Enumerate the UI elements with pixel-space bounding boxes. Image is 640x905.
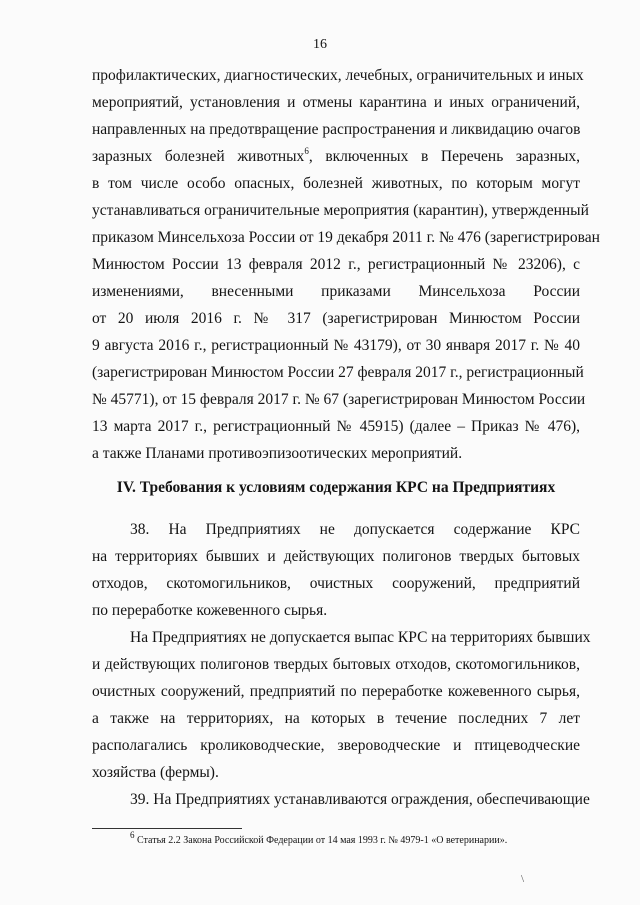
text-line: мероприятий, установления и отмены карантина и иных ограничений, <box>92 94 580 111</box>
text-line: располагались кролиководческие, звероводческие и птицеводческие <box>92 737 580 754</box>
text-line: очистных сооружений, предприятий по переработке кожевенного сырья, <box>92 683 580 700</box>
text-line: профилактических, диагностических, лечебных, ограничительных и иных <box>92 67 584 84</box>
text-line: и действующих полигонов твердых бытовых отходов, скотомогильников, <box>92 656 580 673</box>
text-line: в том числе особо опасных, болезней животных, по которым могут <box>92 175 580 192</box>
text-line: отходов, скотомогильников, очистных сооружений, предприятий <box>92 575 580 592</box>
footnote-text: Статья 2.2 Закона Российской Федерации от 14 мая 1993 г. № 4979-1 «О ветеринарии». <box>134 835 508 846</box>
footnote <box>130 829 508 848</box>
text-line-with-footnote <box>92 145 580 166</box>
footnote-number: 6 <box>130 829 135 840</box>
text-line: от 20 июля 2016 г. № 317 (зарегистрирован Минюстом России <box>92 310 580 327</box>
page-number: 16 <box>313 37 327 52</box>
text-line: по переработке кожевенного сырья. <box>92 602 328 619</box>
text-line: направленных на предотвращение распространения и ликвидацию очагов <box>92 121 581 138</box>
text-line: на территориях бывших и действующих полигонов твердых бытовых <box>92 548 580 565</box>
text-line: № 45771), от 15 февраля 2017 г. № 67 (зарегистрирован Минюстом России <box>92 391 586 408</box>
text-line: а также Планами противоэпизоотических мероприятий. <box>92 445 463 462</box>
text-line: 13 марта 2017 г., регистрационный № 45915) (далее – Приказ № 476), <box>92 418 580 435</box>
text-line: а также на территориях, на которых в течение последних 7 лет <box>92 710 580 727</box>
text-line: Минюстом России 13 февраля 2012 г., регистрационный № 23206), с <box>92 256 580 273</box>
text-line: (зарегистрирован Минюстом России 27 февраля 2017 г., регистрационный <box>92 364 584 381</box>
text-segment: заразных болезней животных <box>92 148 305 165</box>
footnote-divider <box>92 828 242 829</box>
text-line: приказом Минсельхоза России от 19 декабря 2011 г. № 476 (зарегистрирован <box>92 229 600 246</box>
text-line: изменениями, внесенными приказами Минсельхоза России <box>92 283 580 300</box>
text-segment: , включенных в Перечень заразных, <box>308 148 580 165</box>
stray-mark: \ <box>521 873 525 885</box>
section-heading: IV. Требования к условиям содержания КРС на Предприятиях <box>116 479 556 496</box>
text-line: хозяйства (фермы). <box>92 764 219 781</box>
text-line: 9 августа 2016 г., регистрационный № 43179), от 30 января 2017 г. № 40 <box>92 337 580 354</box>
text-line: устанавливаться ограничительные мероприятия (карантин), утвержденный <box>92 202 589 219</box>
text-line: 39. На Предприятиях устанавливаются ограждения, обеспечивающие <box>130 791 590 808</box>
footnote-reference: 6 <box>304 145 309 156</box>
text-line: На Предприятиях не допускается выпас КРС на территориях бывших <box>130 629 591 646</box>
text-line: 38. На Предприятиях не допускается содержание КРС <box>130 521 580 538</box>
